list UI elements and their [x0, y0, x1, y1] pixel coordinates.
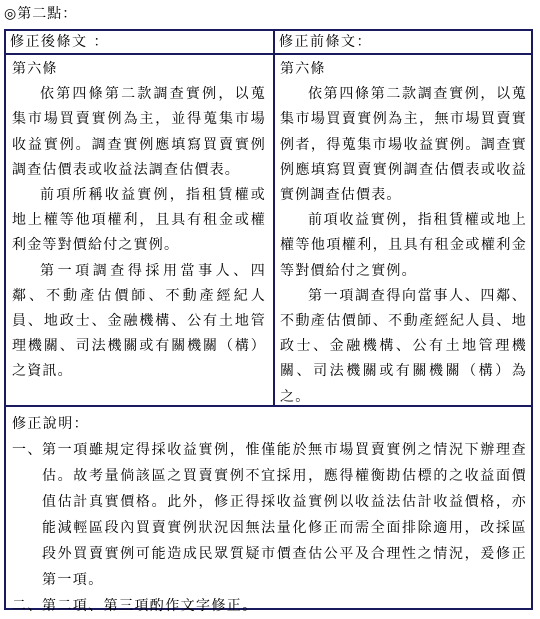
- explanation-item-number: 二、: [12, 598, 43, 614]
- explanation-divider: [6, 405, 531, 407]
- original-paragraph-1: 依第四條第二款調查實例，以蒐集市場買賣實例為主，無市場買賣實例者，得蒐集市場收益實例。調查實例應填寫買賣實例調查估價表或收益實例調查估價表。: [280, 86, 527, 204]
- amendment-explanation: [12, 411, 527, 619]
- explanation-item-number: 一、: [12, 442, 43, 458]
- section-heading: ◎第二點：: [4, 6, 78, 22]
- original-article-title: 第六條: [280, 61, 326, 77]
- original-paragraph-3: 第一項調查得向當事人、四鄰、不動產估價師、不動產經紀人員、地政士、金融機構、公有土地管理機關、司法機關或有關機關（構）為之。: [280, 287, 527, 405]
- explanation-title: 修正說明：: [12, 416, 89, 432]
- original-text-header: 修正前條文：: [279, 34, 372, 50]
- amended-paragraph-2: 前項所稱收益實例，指租賃權或地上權等他項權利，且具有租金或權利金等對價給付之實例。: [12, 187, 266, 254]
- amended-article: [12, 57, 266, 385]
- explanation-item: [12, 593, 527, 619]
- amended-paragraph-3: 第一項調查得採用當事人、四鄰、不動產估價師、不動產經紀人員、地政士、金融機構、公有土地管理機關、司法機關或有關機關（構）之資訊。: [12, 262, 266, 380]
- original-article: [280, 57, 527, 410]
- amended-paragraph-1: 依第四條第二款調查實例，以蒐集市場買賣實例為主，並得蒐集市場收益實例。調查實例應填寫買賣實例調查估價表或收益法調查估價表。: [12, 86, 266, 178]
- comparison-table: [4, 29, 533, 614]
- original-paragraph-2: 前項收益實例，指租賃權或地上權等他項權利，且具有租金或權利金等對價給付之實例。: [280, 212, 527, 279]
- explanation-item: [12, 437, 527, 593]
- column-divider: [273, 31, 275, 405]
- amended-text-header: 修正後條文 ：: [10, 34, 109, 50]
- explanation-item-text: 第二項、第三項酌作文字修正。: [42, 598, 258, 614]
- explanation-item-text: 第一項雖規定得採收益實例，惟僅能於無市場買賣實例之情況下辦理查估。故考量倘該區之買賣實例不宜採用，應得權衡勘估標的之收益面價值估計真實價格。此外，修正得採收益實例以收益法估計收益價格，亦能減輕區段內買賣實例狀況因無法量化修正而需全面排除適用，改採區段外買賣實例可能造成民眾質疑市價查估公平及合理性之情況，爰修正第一項。: [42, 442, 527, 588]
- amended-article-title: 第六條: [12, 61, 58, 77]
- header-divider: [6, 53, 531, 55]
